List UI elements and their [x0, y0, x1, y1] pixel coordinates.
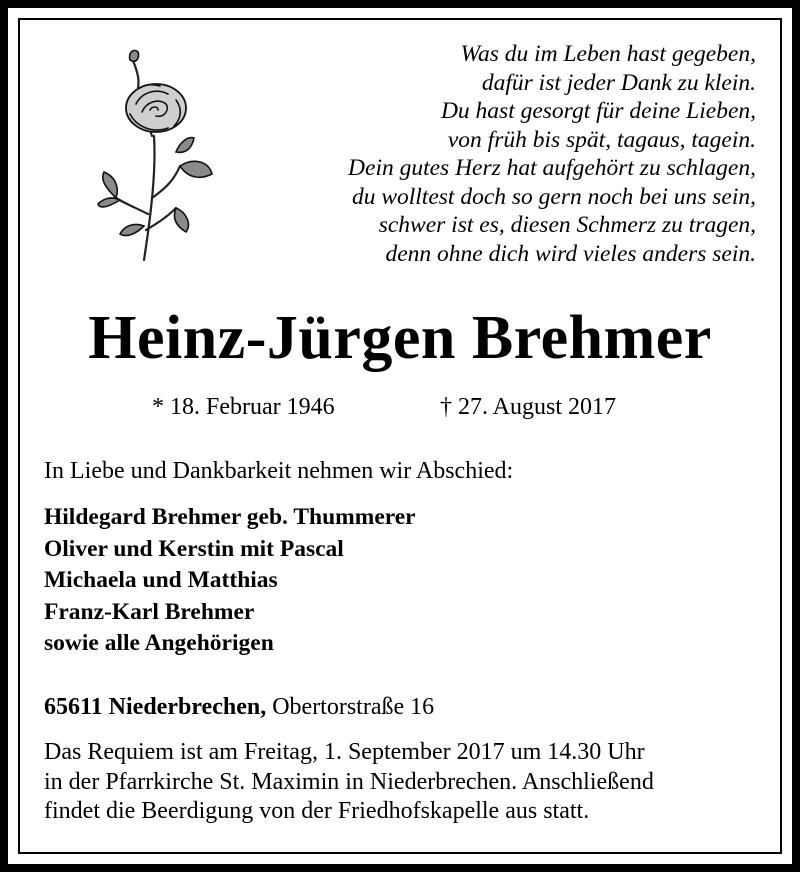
mourner: sowie alle Angehörigen	[44, 630, 274, 656]
farewell-intro: In Liebe und Dankbarkeit nehmen wir Abschied:	[44, 458, 514, 484]
requiem-line: in der Pfarrkirche St. Maximin in Niederbrechen. Anschließend	[44, 768, 654, 795]
poem-line: schwer ist es, diesen Schmerz zu tragen,	[378, 212, 756, 238]
mourner: Hildegard Brehmer geb. Thummerer	[44, 504, 416, 530]
mourner: Michaela und Matthias	[44, 567, 278, 593]
poem	[236, 40, 756, 268]
poem-line: von früh bis spät, tagaus, tagein.	[447, 126, 756, 153]
poem-line: Was du im Leben hast gegeben,	[460, 41, 756, 67]
poem-line: dafür ist jeder Dank zu klein.	[481, 69, 756, 96]
birth-date: * 18. Februar 1946	[152, 394, 335, 420]
mourner: Oliver und Kerstin mit Pascal	[44, 535, 344, 562]
rose-icon	[96, 48, 220, 264]
mourner: Franz-Karl Brehmer	[44, 598, 255, 625]
poem-line: Du hast gesorgt für deine Lieben,	[440, 98, 756, 124]
address-street: Obertorstraße 16	[272, 694, 435, 720]
poem-line: Dein gutes Herz hat aufgehört zu schlagen,	[348, 155, 756, 181]
requiem-line: Das Requiem ist am Freitag, 1. September 2017 um 14.30 Uhr	[44, 739, 645, 765]
poem-line: du wolltest doch so gern noch bei uns sein,	[351, 183, 756, 210]
death-date: † 27. August 2017	[440, 394, 617, 420]
address	[44, 694, 434, 721]
poem-line: denn ohne dich wird vieles anders sein.	[385, 240, 756, 267]
requiem-notice	[44, 738, 758, 827]
deceased-name: Heinz-Jürgen Brehmer	[88, 304, 712, 372]
requiem-line: findet die Beerdigung von der Friedhofskapelle aus statt.	[44, 798, 590, 824]
mourners-list	[44, 502, 416, 660]
address-city: 65611 Niederbrechen,	[44, 694, 267, 720]
